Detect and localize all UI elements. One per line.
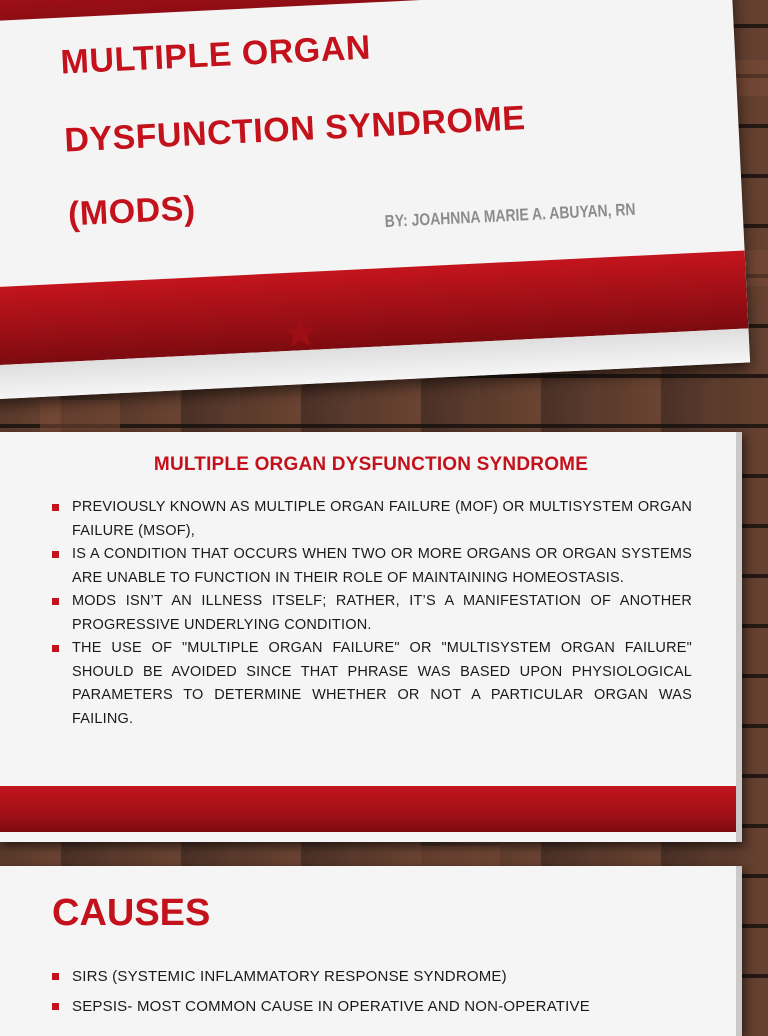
title-slide — [0, 0, 750, 399]
list-item — [52, 965, 692, 989]
bottom-red-band — [0, 786, 742, 832]
title-line-3: (MODS) — [67, 189, 197, 234]
title-line-1: MULTIPLE ORGAN — [59, 28, 372, 82]
square-bullet-icon — [52, 645, 59, 652]
slide-heading: CAUSES — [52, 892, 211, 934]
square-bullet-icon — [52, 598, 59, 605]
bullet-list — [52, 496, 692, 731]
slide-heading: MULTIPLE ORGAN DYSFUNCTION SYNDROME — [153, 454, 589, 475]
list-item-text: PREVIOUSLY KNOWN AS MULTIPLE ORGAN FAILURE (MOF) OR MULTISYSTEM ORGAN FAILURE (MSOF), — [72, 499, 692, 539]
list-item — [52, 496, 692, 543]
square-bullet-icon — [52, 1003, 59, 1010]
slide-edge — [736, 432, 742, 842]
list-item — [52, 590, 692, 637]
list-item-text: IS A CONDITION THAT OCCURS WHEN TWO OR MORE ORGANS OR ORGAN SYSTEMS ARE UNABLE TO FUNCTION IN THEIR ROLE OF MAINTAINING HOMEOSTASIS. — [72, 546, 692, 586]
square-bullet-icon — [52, 504, 59, 511]
title-line-2: DYSFUNCTION SYNDROME — [63, 99, 527, 160]
definition-slide — [0, 432, 742, 842]
list-item — [52, 637, 692, 731]
list-item — [52, 995, 692, 1019]
square-bullet-icon — [52, 973, 59, 980]
bullet-list — [52, 965, 692, 1025]
author-byline: BY: JOAHNNA MARIE A. ABUYAN, RN — [384, 199, 636, 232]
list-item — [52, 543, 692, 590]
brick-texture — [40, 400, 120, 436]
list-item-text: SEPSIS- MOST COMMON CAUSE IN OPERATIVE AND NON-OPERATIVE — [72, 998, 590, 1015]
square-bullet-icon — [52, 551, 59, 558]
causes-slide — [0, 866, 742, 1036]
list-item-text: MODS ISN’T AN ILLNESS ITSELF; RATHER, IT’S A MANIFESTATION OF ANOTHER PROGRESSIVE UNDERLYING CONDITION. — [72, 593, 692, 633]
top-red-band — [0, 0, 732, 22]
list-item-text: THE USE OF "MULTIPLE ORGAN FAILURE" OR "MULTISYSTEM ORGAN FAILURE" SHOULD BE AVOIDED SINCE THAT PHRASE WAS BASED UPON PHYSIOLOGICAL PARAMETERS TO DETERMINE WHETHER OR NOT A PARTICULAR ORGAN WAS FAILING. — [72, 640, 692, 727]
list-item-text: SIRS (SYSTEMIC INFLAMMATORY RESPONSE SYNDROME) — [72, 968, 507, 985]
star-icon — [283, 316, 317, 350]
slide-edge — [736, 866, 742, 1036]
